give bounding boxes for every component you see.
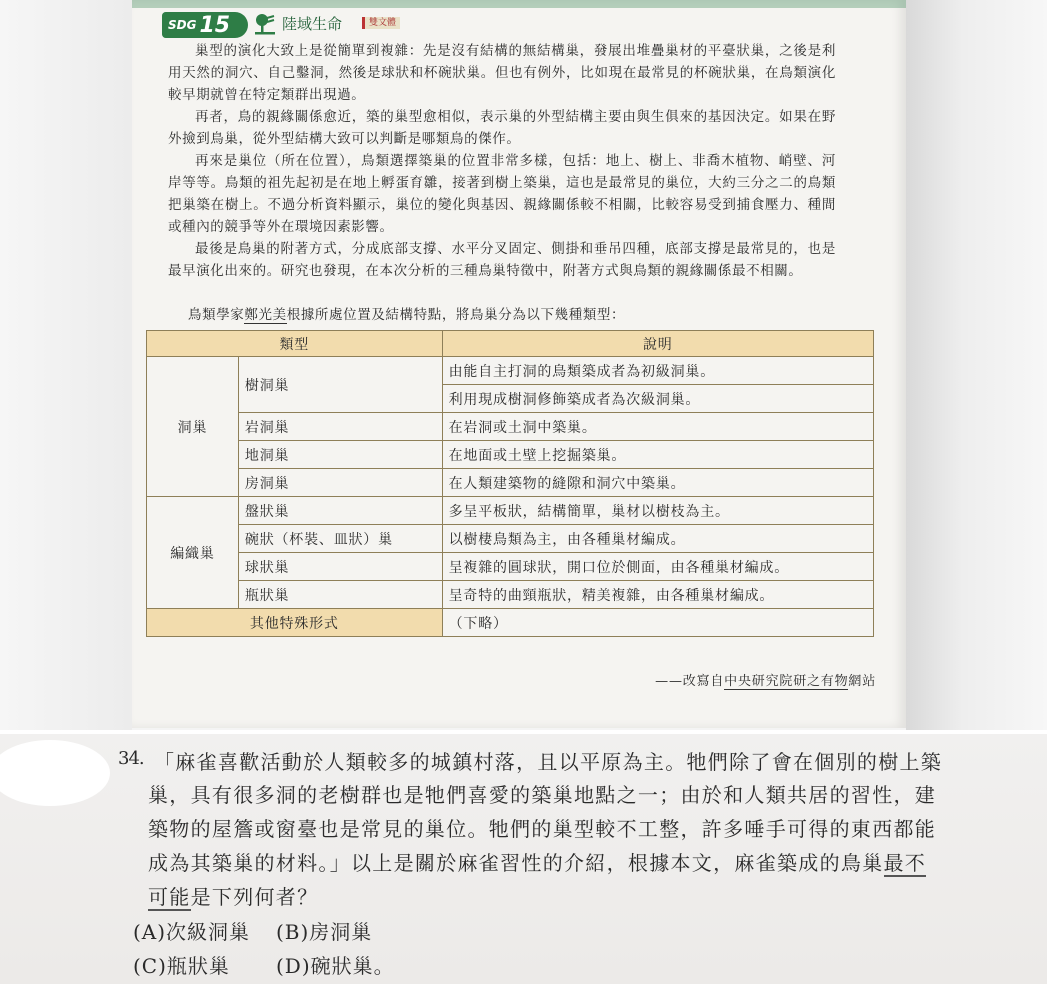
group-cave: 洞巢 bbox=[147, 357, 239, 497]
article-paragraph-3: 再來是巢位（所在位置），鳥類選擇築巢的位置非常多樣，包括：地上、樹上、非喬木植物、峭壁、河岸等等。鳥類的祖先起初是在地上孵蛋育雛，接著到樹上築巢，這也是最常見的巢位，大約三分之二的鳥類把巢築在樹上。不過分析資料顯示，巢位的變化與基因、親緣關係較不相關，比較容易受到捕食壓力、種間或種內的競爭等外在環境因素影響。 bbox=[168, 153, 836, 235]
option-d[interactable]: (D)碗狀巢。 bbox=[276, 954, 395, 978]
table-row bbox=[147, 357, 874, 385]
question-photo bbox=[0, 734, 1047, 984]
option-b[interactable]: (B)房洞巢 bbox=[276, 920, 373, 944]
source-org: 中央研究院 bbox=[724, 674, 794, 689]
question-number: 34. bbox=[118, 748, 144, 769]
type-bowl: 碗狀（杯裝、皿狀）巢 bbox=[238, 525, 442, 553]
table-row bbox=[147, 581, 874, 609]
question-line-4 bbox=[148, 847, 926, 876]
tree-icon bbox=[254, 12, 276, 36]
header-type: 類型 bbox=[147, 331, 443, 357]
question-line-5-text: 是下列何者？ bbox=[190, 885, 319, 909]
nest-type-table bbox=[146, 330, 874, 637]
source-site: 研之有物 bbox=[793, 674, 849, 689]
emphasis-least: 最不 bbox=[883, 851, 927, 875]
sdg-number: 15 bbox=[199, 12, 231, 38]
table-row bbox=[147, 441, 874, 469]
left-margin bbox=[0, 0, 132, 730]
desc-rock-cave: 在岩洞或土洞中築巢。 bbox=[442, 413, 873, 441]
book-page bbox=[132, 0, 906, 728]
desc-house-cave: 在人類建築物的縫隙和洞穴中築巢。 bbox=[442, 469, 873, 497]
type-ground-cave: 地洞巢 bbox=[238, 441, 442, 469]
desc-tree-cave-1: 由能自主打洞的鳥類築成者為初級洞巢。 bbox=[442, 357, 873, 385]
article-paragraph-1: 巢型的演化大致上是從簡單到複雜：先是沒有結構的無結構巢，發展出堆疊巢材的平臺狀巢，之後是利用天然的洞穴、自己鑿洞，然後是球狀和杯碗狀巢。但也有例外，比如現在最常見的杯碗狀巢，在鳥類演化較早期就曾在特定類群出現過。 bbox=[168, 43, 836, 103]
option-a[interactable]: (A)次級洞巢 bbox=[133, 920, 251, 944]
table-row bbox=[147, 469, 874, 497]
header-band bbox=[132, 0, 906, 8]
source-prefix: ——改寫自 bbox=[655, 674, 725, 689]
header-title: 陸域生命 bbox=[282, 15, 343, 33]
header-tag: 雙文體 bbox=[362, 17, 400, 29]
intro-name: 鄭光美 bbox=[244, 307, 287, 323]
type-house-cave: 房洞巢 bbox=[238, 469, 442, 497]
desc-bowl: 以樹棲鳥類為主，由各種巢材編成。 bbox=[442, 525, 873, 553]
right-page-edge bbox=[906, 0, 1047, 730]
type-plate: 盤狀巢 bbox=[238, 497, 442, 525]
white-mark bbox=[0, 740, 110, 806]
question-line-2: 巢，具有很多洞的老樹群也是牠們喜愛的築巢地點之一；由於和人類共居的習性，建 bbox=[148, 783, 937, 807]
type-ball: 球狀巢 bbox=[238, 553, 442, 581]
table-row bbox=[147, 413, 874, 441]
header-description: 說明 bbox=[442, 331, 873, 357]
desc-plate: 多呈平板狀，結構簡單，巢材以樹枝為主。 bbox=[442, 497, 873, 525]
article-paragraph-4: 最後是鳥巢的附著方式，分成底部支撐、水平分叉固定、側掛和垂吊四種，底部支撐是最常見的，也是最早演化出來的。研究也發現，在本次分析的三種鳥巢特徵中，附著方式與鳥類的親緣關係最不相關。 bbox=[168, 241, 836, 279]
table-row bbox=[147, 525, 874, 553]
desc-tree-cave-2: 利用現成樹洞修飾築成者為次級洞巢。 bbox=[442, 385, 873, 413]
desc-bottle: 呈奇特的曲頸瓶狀，精美複雜，由各種巢材編成。 bbox=[442, 581, 873, 609]
option-c[interactable]: (C)瓶狀巢 bbox=[133, 954, 230, 978]
table-row bbox=[147, 553, 874, 581]
desc-other: （下略） bbox=[442, 609, 873, 637]
table-intro bbox=[188, 304, 848, 326]
article-paragraph-2: 再者，鳥的親緣關係愈近，築的巢型愈相似，表示巢的外型結構主要由與生俱來的基因決定。如果在野外撿到鳥巢，從外型結構大致可以判斷是哪類鳥的傑作。 bbox=[168, 109, 836, 147]
table-row bbox=[147, 609, 874, 637]
type-bottle: 瓶狀巢 bbox=[238, 581, 442, 609]
type-rock-cave: 岩洞巢 bbox=[238, 413, 442, 441]
sdg-prefix: SDG bbox=[168, 18, 197, 32]
sdg-badge bbox=[162, 12, 248, 38]
group-woven: 編織巢 bbox=[147, 497, 239, 609]
question-line-3: 築物的屋簷或窗臺也是常見的巢位。牠們的巢型較不工整，許多唾手可得的東西都能 bbox=[148, 817, 937, 841]
source-note bbox=[655, 670, 876, 689]
desc-ball: 呈複雜的圓球狀，開口位於側面，由各種巢材編成。 bbox=[442, 553, 873, 581]
question-line-4-text: 成為其築巢的材料。」以上是關於麻雀習性的介紹，根據本文，麻雀築成的鳥巢 bbox=[148, 851, 884, 875]
type-tree-cave: 樹洞巢 bbox=[238, 357, 442, 413]
emphasis-possible: 可能 bbox=[148, 885, 191, 909]
question-line-1: 「麻雀喜歡活動於人類較多的城鎮村落，且以平原為主。牠們除了會在個別的樹上築 bbox=[154, 750, 943, 774]
source-suffix: 網站 bbox=[848, 674, 876, 689]
table-header-row bbox=[147, 331, 874, 357]
type-other: 其他特殊形式 bbox=[147, 609, 443, 637]
question-line-5 bbox=[148, 881, 318, 910]
intro-suffix: 根據所處位置及結構特點，將鳥巢分為以下幾種類型： bbox=[286, 307, 626, 323]
table-row bbox=[147, 497, 874, 525]
desc-ground-cave: 在地面或土壁上挖掘築巢。 bbox=[442, 441, 873, 469]
intro-prefix: 鳥類學家 bbox=[188, 307, 245, 323]
